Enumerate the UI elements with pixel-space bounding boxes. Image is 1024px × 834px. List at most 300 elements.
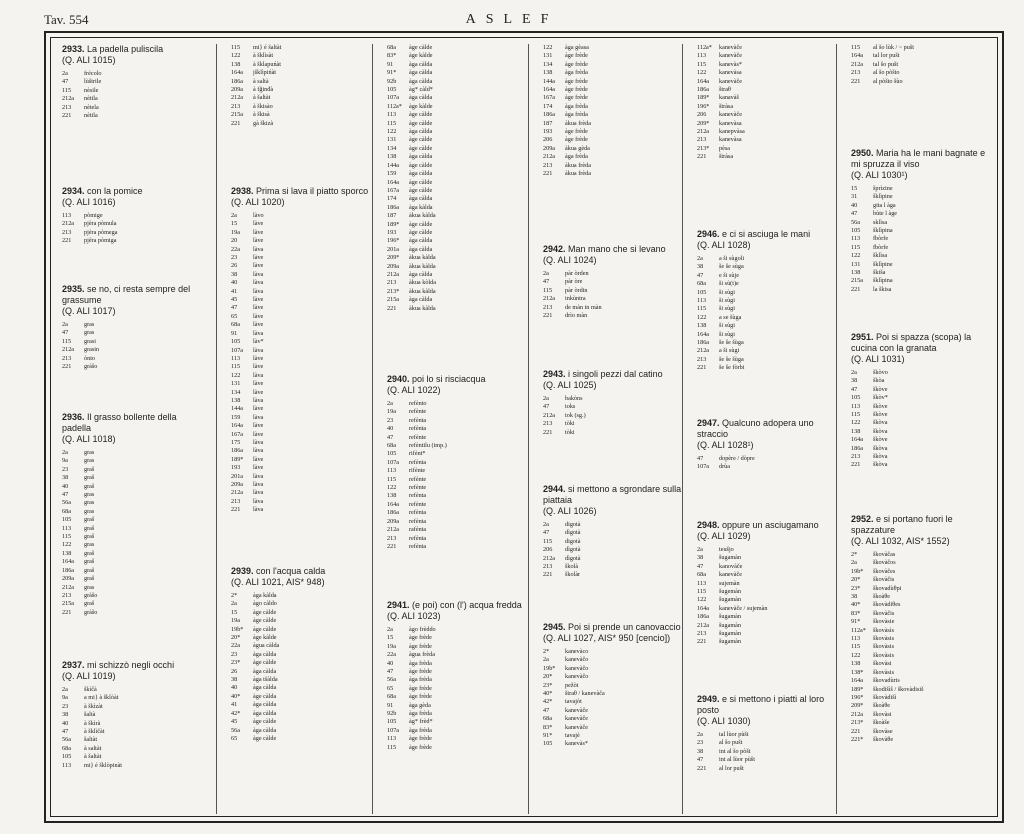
response-row — [543, 153, 683, 161]
locality-code: 23 — [231, 254, 238, 262]
locality-code: 26 — [231, 667, 238, 675]
dialect-form: làva — [253, 481, 264, 488]
dialect-form: lùštrile — [84, 78, 102, 86]
locality-code: 122 — [697, 313, 707, 321]
response-row — [387, 526, 527, 534]
response-row — [543, 740, 683, 748]
locality-code: 115 — [851, 411, 861, 419]
dialect-form: jšklìpińàt — [253, 69, 277, 77]
locality-code: 2a — [543, 521, 549, 528]
response-row — [231, 111, 371, 119]
response-row — [62, 600, 202, 608]
locality-code: 42* — [231, 709, 241, 717]
dialect-form: pòmige — [84, 212, 103, 219]
dialect-form: làva — [253, 287, 264, 295]
locality-code: 41 — [231, 287, 238, 295]
locality-code: 122 — [231, 52, 241, 60]
locality-code: 23 — [62, 465, 69, 473]
locality-code: 193 — [231, 464, 241, 472]
dialect-form: làva — [253, 472, 264, 480]
dialect-form: àge càlde — [409, 161, 433, 169]
section-reference: (Q. ALI 1027, AIS* 950 [cencio]) — [543, 633, 671, 643]
response-row — [543, 555, 683, 563]
response-row — [851, 686, 991, 694]
dialect-form: àgo frèddo — [409, 626, 436, 633]
locality-code: 19a — [387, 408, 396, 416]
dialect-form: kanevàs* — [565, 740, 589, 748]
locality-code: 2a — [697, 546, 703, 553]
section-reference: (Q. ALI 1020) — [231, 197, 285, 207]
map-entry-section — [62, 412, 202, 617]
response-row — [543, 698, 683, 706]
locality-code: 47 — [543, 403, 550, 411]
response-row — [543, 94, 683, 102]
response-row — [543, 69, 683, 77]
response-row — [62, 491, 202, 499]
locality-code: 91* — [387, 69, 397, 77]
locality-code: 23 — [387, 416, 394, 424]
dialect-form: àga càlda — [409, 296, 433, 304]
section-question: Poi si spazza (scopa) la cucina con la granata — [851, 332, 972, 353]
dialect-form: kanevàče — [565, 715, 589, 723]
locality-code: 40 — [851, 201, 858, 209]
response-row — [231, 456, 371, 464]
dialect-form: škovàčes — [873, 567, 896, 575]
section-number: 2937. — [62, 660, 85, 670]
locality-code: 92b — [387, 710, 397, 718]
response-row — [543, 52, 683, 60]
dialect-form: à šaltàt — [84, 753, 102, 761]
dialect-form: àkua frèda — [565, 119, 591, 127]
response-row — [231, 439, 371, 447]
dialect-form: kanevàs* — [719, 60, 743, 68]
response-row — [543, 162, 683, 170]
plate-number: Tav. 554 — [44, 12, 89, 27]
dialect-form: škovàsis — [873, 643, 894, 651]
dialect-form: refènte — [409, 475, 427, 483]
dialect-form: àge frède — [565, 52, 588, 60]
response-row — [697, 78, 837, 86]
section-title — [851, 148, 991, 181]
dialect-form: àga càlda — [253, 709, 277, 717]
response-row — [387, 69, 527, 77]
locality-code: 40 — [62, 719, 69, 727]
response-row — [851, 386, 991, 394]
locality-code: 164a — [387, 500, 400, 508]
dialect-form: àga càlda — [253, 667, 277, 675]
response-row — [231, 363, 371, 371]
locality-code: 83* — [851, 609, 861, 617]
dialect-form: drùa — [719, 463, 730, 471]
map-entry-section — [387, 44, 527, 313]
response-row — [543, 546, 683, 554]
dialect-form: gras — [84, 457, 95, 465]
response-row — [697, 580, 837, 588]
dialect-form: škovàsie — [873, 618, 895, 626]
locality-code: 2a — [543, 656, 549, 664]
response-row — [543, 403, 683, 411]
response-list — [543, 521, 683, 580]
response-row — [62, 533, 202, 541]
dialect-form: škovàsis — [873, 651, 894, 659]
dialect-form: šprìzine — [873, 185, 893, 192]
locality-code: 19a — [231, 617, 240, 625]
response-row — [62, 212, 202, 220]
dialect-form: škòv* — [873, 394, 888, 402]
locality-code: 68a — [697, 571, 706, 579]
dialect-form: gras — [84, 449, 95, 456]
response-row — [851, 593, 991, 601]
dialect-form: de màn in màn — [565, 303, 602, 311]
dialect-form: refènta — [409, 509, 427, 517]
response-row — [62, 449, 202, 457]
locality-code: 115 — [543, 286, 553, 294]
dialect-form: àge frède — [565, 77, 588, 85]
dialect-form: škiša — [873, 269, 886, 277]
dialect-form: škoàše — [873, 719, 890, 727]
dialect-form: škòa — [873, 377, 885, 385]
response-row — [62, 346, 202, 354]
locality-code: 186a — [231, 447, 244, 455]
response-list — [697, 44, 837, 162]
locality-code: 221 — [543, 571, 553, 579]
dialect-form: škovadùθpi — [873, 584, 902, 592]
locality-code: 212a — [697, 621, 710, 629]
locality-code: 122 — [231, 371, 241, 379]
section-question: oppure un asciugamano — [719, 520, 819, 530]
section-number: 2939. — [231, 566, 254, 576]
dialect-form: gras — [84, 507, 95, 515]
locality-code: 20* — [543, 673, 553, 681]
section-question: (e poi) con (l') acqua fredda — [409, 600, 522, 610]
section-number: 2940. — [387, 374, 410, 384]
response-row — [543, 724, 683, 732]
section-title — [697, 694, 837, 727]
locality-code: 56a — [387, 676, 396, 684]
dialect-form: gràšo — [84, 591, 98, 599]
locality-code: 91 — [387, 701, 394, 709]
dialect-form: al lor pušt — [719, 764, 744, 772]
dialect-form: àge càlde — [409, 178, 433, 186]
response-row — [231, 617, 371, 625]
dialect-form: làva — [253, 447, 264, 455]
locality-code: 23 — [231, 650, 238, 658]
locality-code: 164a — [697, 330, 710, 338]
dialect-form: tavajòt — [565, 698, 582, 706]
dialect-form: à škìzàt — [84, 702, 103, 710]
locality-code: 209a — [543, 144, 556, 152]
locality-code: 186a — [697, 86, 710, 94]
dialect-form: šaltàt — [84, 736, 98, 744]
dialect-form: šklìpine — [873, 193, 893, 201]
locality-code: 23 — [697, 739, 704, 747]
section-reference: (Q. ALI 1019) — [62, 671, 116, 681]
dialect-form: làve — [253, 422, 264, 430]
locality-code: 221 — [851, 77, 861, 85]
locality-code: 56a — [231, 726, 240, 734]
dialect-form: škìčà — [84, 686, 97, 693]
locality-code: 189* — [231, 455, 244, 463]
dialect-form: kanevàčo — [565, 656, 589, 664]
response-row — [387, 296, 527, 304]
dialect-form: àge càlde — [409, 228, 433, 236]
response-row — [697, 563, 837, 571]
response-row — [851, 736, 991, 744]
dialect-form: škòve — [873, 436, 888, 444]
locality-code: 23* — [543, 681, 553, 689]
locality-code: 68a — [543, 715, 552, 723]
response-row — [387, 484, 527, 492]
locality-code: 105 — [62, 516, 72, 524]
section-number: 2934. — [62, 186, 85, 196]
response-row — [231, 718, 371, 726]
section-question: Man mano che si levano — [565, 244, 666, 254]
locality-code: 2a — [231, 600, 237, 608]
dialect-form: gràšo — [84, 608, 98, 616]
section-title — [387, 600, 527, 622]
dialect-form: gras — [84, 491, 95, 499]
section-title — [697, 520, 837, 542]
response-row — [697, 347, 837, 355]
locality-code: 47 — [62, 329, 69, 337]
response-row — [231, 405, 371, 413]
dialect-form: škòva — [873, 427, 888, 435]
locality-code: 56a — [62, 499, 71, 507]
locality-code: 215a — [231, 111, 244, 119]
dialect-form: dopère / dòpre — [719, 455, 755, 462]
dialect-form: àga càlda — [409, 170, 433, 178]
locality-code: 83* — [387, 52, 397, 60]
response-row — [697, 322, 837, 330]
locality-code: 47 — [543, 706, 550, 714]
locality-code: 164a — [231, 69, 244, 77]
dialect-form: nètela — [84, 103, 99, 111]
locality-code: 196* — [851, 693, 864, 701]
response-row — [231, 481, 371, 489]
response-row — [851, 185, 991, 193]
response-row — [697, 622, 837, 630]
locality-code: 2a — [62, 449, 68, 456]
dialect-form: àge frède — [409, 634, 432, 642]
locality-code: 193 — [543, 128, 553, 136]
response-row — [62, 474, 202, 482]
locality-code: 196* — [697, 102, 710, 110]
dialect-form: àga càlda — [409, 195, 433, 203]
dialect-form: kanevàsa — [719, 119, 742, 127]
dialect-form: še še sùga — [719, 263, 744, 271]
locality-code: 105 — [62, 753, 72, 761]
locality-code: 2a — [543, 270, 549, 277]
response-row — [62, 87, 202, 95]
response-row — [387, 86, 527, 94]
dialect-form: škòve — [873, 402, 888, 410]
response-list — [851, 551, 991, 744]
response-row — [62, 736, 202, 744]
locality-code: 213 — [697, 355, 707, 363]
locality-code: 38 — [697, 554, 704, 562]
response-row — [851, 694, 991, 702]
locality-code: 209* — [387, 254, 400, 262]
section-reference: (Q. ALI 1021, AIS* 948) — [231, 577, 325, 587]
response-row — [62, 753, 202, 761]
locality-code: 187 — [543, 119, 553, 127]
dialect-form: nètila — [84, 112, 98, 120]
dialect-form: tòki — [565, 428, 575, 436]
section-reference: (Q. ALI 1018) — [62, 434, 116, 444]
response-row — [697, 305, 837, 313]
locality-code: 115 — [851, 44, 861, 51]
locality-code: 138 — [62, 549, 72, 557]
response-row — [62, 720, 202, 728]
locality-code: 23* — [851, 584, 861, 592]
dialect-form: àkua kàlda — [409, 304, 436, 312]
response-row — [851, 52, 991, 60]
response-row — [851, 419, 991, 427]
atlas-title: ASLEF — [465, 12, 559, 27]
response-row — [543, 656, 683, 664]
response-row — [231, 78, 371, 86]
dialect-form: làve — [253, 262, 264, 270]
response-row — [697, 128, 837, 136]
section-title — [543, 244, 683, 266]
response-row — [231, 44, 371, 52]
response-row — [231, 237, 371, 245]
response-row — [543, 429, 683, 437]
locality-code: 221 — [62, 363, 72, 371]
response-row — [231, 304, 371, 312]
dialect-form: à škìrà — [84, 719, 101, 727]
map-entry-section — [231, 44, 371, 128]
response-row — [697, 61, 837, 69]
locality-code: 138* — [851, 668, 864, 676]
response-row — [231, 229, 371, 237]
locality-code: 138 — [543, 69, 553, 77]
locality-code: 2* — [543, 648, 550, 655]
response-row — [851, 78, 991, 86]
locality-code: 212a — [387, 270, 400, 278]
locality-code: 47 — [697, 455, 704, 462]
column-1 — [62, 44, 212, 814]
response-row — [387, 535, 527, 543]
response-list — [543, 395, 683, 437]
dialect-form: a mi} à šklòàt — [84, 694, 119, 702]
response-row — [231, 626, 371, 634]
locality-code: 174 — [543, 102, 553, 110]
dialect-form: làva — [253, 396, 264, 404]
response-row — [387, 710, 527, 718]
locality-code: 221* — [851, 735, 864, 743]
locality-code: 131 — [231, 380, 241, 388]
dialect-form: dìgotà — [565, 529, 581, 537]
response-row — [231, 338, 371, 346]
dialect-form: ši sùgi — [719, 288, 735, 296]
response-row — [697, 69, 837, 77]
dialect-form: gras — [84, 329, 95, 337]
dialect-form: graš — [84, 524, 95, 532]
dialect-form: gras — [84, 541, 95, 549]
response-row — [387, 128, 527, 136]
response-row — [851, 576, 991, 584]
locality-code: 26 — [231, 262, 238, 270]
response-row — [387, 492, 527, 500]
locality-code: 221 — [697, 153, 707, 161]
locality-code: 42* — [543, 698, 553, 706]
locality-code: 186a — [543, 111, 556, 119]
dialect-form: šugamàn — [719, 554, 741, 562]
dialect-form: ši sù(t)e — [719, 280, 739, 288]
locality-code: 56a — [851, 218, 860, 226]
dialect-form: ši sùgi — [719, 305, 735, 313]
dialect-form: graš — [84, 474, 95, 482]
dialect-form: rifènte — [409, 467, 426, 475]
dialect-form: refènte — [409, 484, 427, 492]
response-row — [697, 136, 837, 144]
dialect-form: gà škizà — [253, 119, 274, 127]
dialect-form: šugamàn — [719, 621, 741, 629]
response-row — [231, 592, 371, 600]
dialect-form: àga càlda — [253, 684, 277, 692]
response-row — [543, 538, 683, 546]
locality-code: 164a — [697, 604, 710, 612]
locality-code: 113 — [387, 467, 397, 475]
response-row — [697, 280, 837, 288]
response-row — [697, 356, 837, 364]
section-number: 2948. — [697, 520, 720, 530]
response-row — [231, 355, 371, 363]
dialect-form: kanevàsa — [719, 69, 742, 77]
locality-code: 213 — [62, 228, 72, 236]
locality-code: 206 — [543, 546, 553, 554]
map-entry-section — [543, 44, 683, 179]
locality-code: 115 — [697, 588, 707, 596]
dialect-form: làve — [253, 455, 264, 463]
section-title — [543, 622, 683, 644]
dialect-form: škovàsis — [873, 635, 894, 643]
response-row — [387, 136, 527, 144]
locality-code: 2a — [62, 321, 68, 328]
locality-code: 221 — [231, 119, 241, 127]
locality-code: 213 — [543, 563, 553, 571]
locality-code: 115 — [851, 243, 861, 251]
locality-code: 105 — [387, 450, 397, 458]
section-reference: (Q. ALI 1032, AIS* 1552) — [851, 536, 950, 546]
response-row — [231, 372, 371, 380]
locality-code: 159 — [231, 413, 241, 421]
response-row — [62, 609, 202, 617]
locality-code: 122 — [851, 651, 861, 659]
response-row — [543, 732, 683, 740]
locality-code: 201a — [231, 472, 244, 480]
dialect-form: làve — [253, 464, 264, 472]
dialect-form: làva — [253, 245, 264, 253]
dialect-form: àge frède — [565, 136, 588, 144]
locality-code: 212a — [697, 347, 710, 355]
section-question: i singoli pezzi dal catino — [565, 369, 663, 379]
dialect-form: refènta — [409, 534, 427, 542]
locality-code: 115 — [62, 86, 72, 94]
dialect-form: àga càlda — [409, 128, 433, 136]
response-row — [62, 457, 202, 465]
dialect-form: àgua càlda — [253, 642, 280, 650]
locality-code: 193 — [387, 228, 397, 236]
locality-code: 40 — [231, 279, 238, 287]
section-question: Maria ha le mani bagnate e mi spruzza il viso — [851, 148, 986, 169]
section-question: La padella puliscila — [84, 44, 164, 54]
dialect-form: àge càlde — [409, 119, 433, 127]
response-row — [387, 52, 527, 60]
response-row — [62, 541, 202, 549]
dialect-form: dìgotà — [565, 554, 581, 562]
